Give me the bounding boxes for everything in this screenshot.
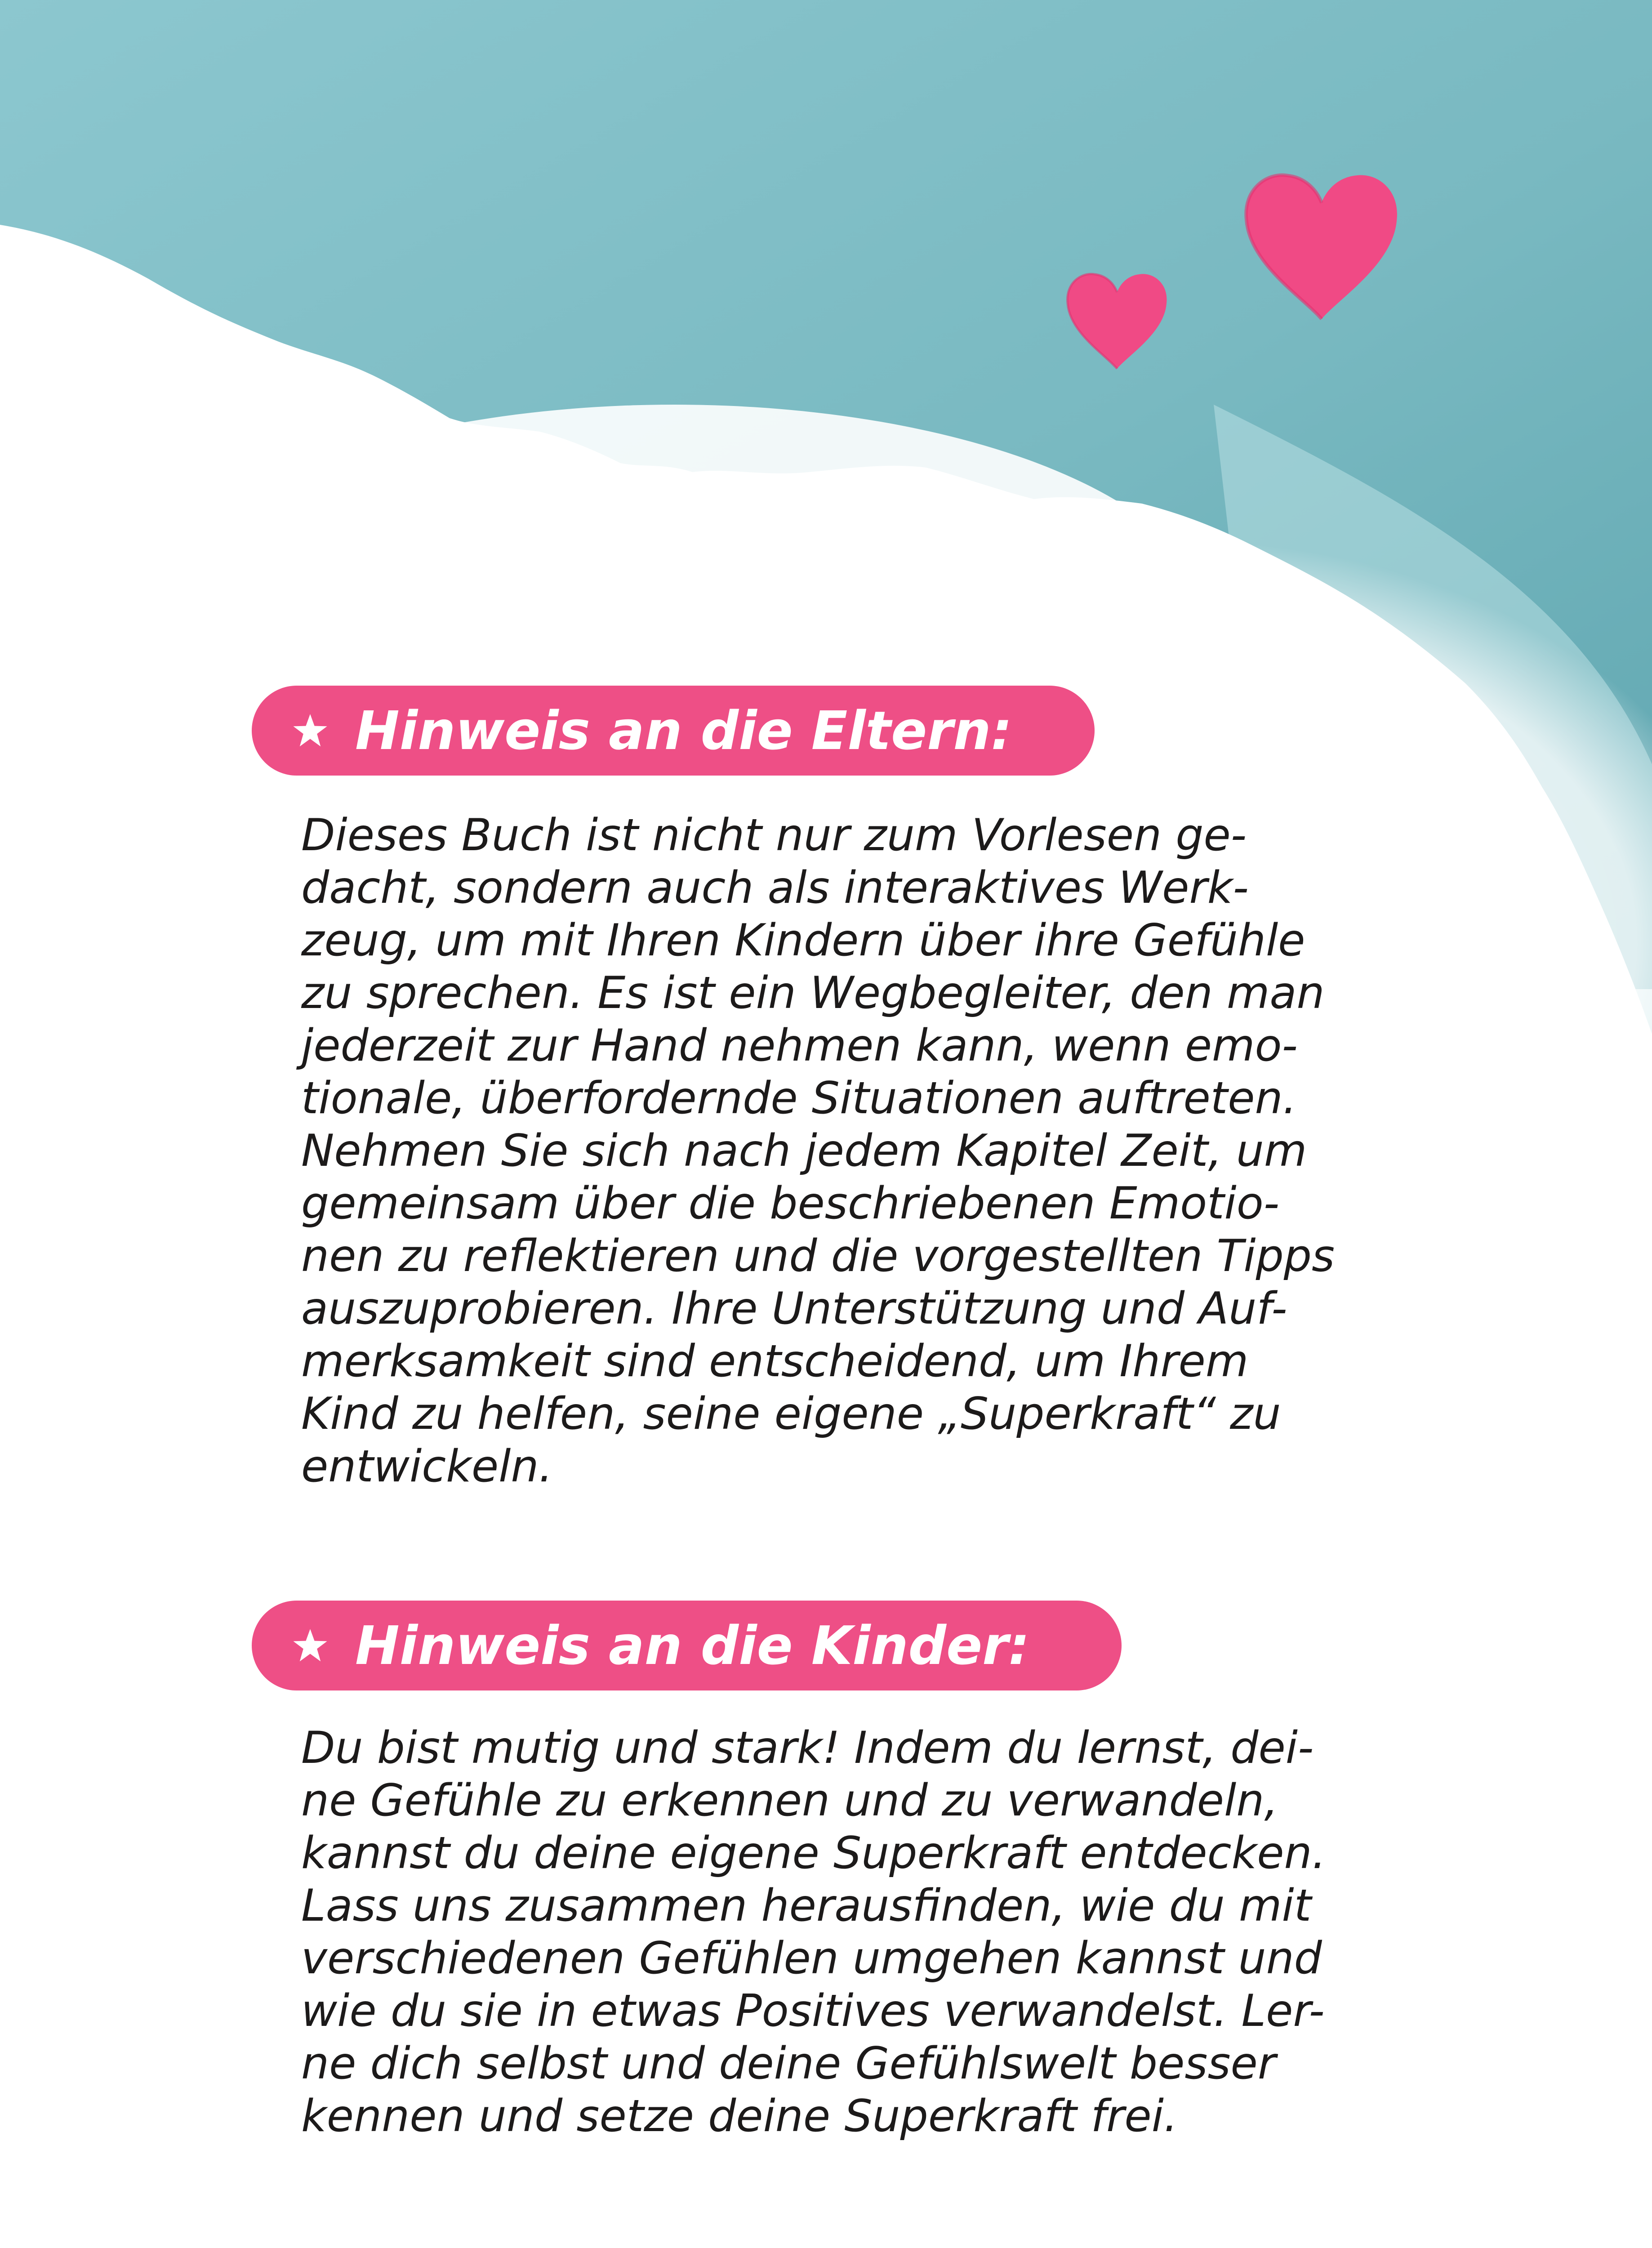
text-line: tionale, überfordernde Situationen auftreten. [301,1073,1297,1124]
text-line: nen zu reflektieren und die vorgestellten Tipps [301,1231,1335,1282]
text-line: merksamkeit sind entscheidend, um Ihrem [301,1336,1249,1387]
text-line: gemeinsam über die beschriebenen Emotio- [301,1178,1280,1229]
heading-text: Hinweis an die Kinder: [355,1615,1030,1677]
text-line: auszuprobieren. Ihre Unterstützung und Auf- [301,1283,1287,1334]
section-heading-kids [252,1601,1122,1690]
text-line: Nehmen Sie sich nach jedem Kapitel Zeit, um [301,1125,1307,1177]
text-line: zu sprechen. Es ist ein Wegbegleiter, den man [301,968,1325,1019]
text-line: Kind zu helfen, seine eigene „Superkraft“ zu [301,1388,1281,1440]
text-line: verschiedenen Gefühlen umgehen kannst und [301,1933,1322,1984]
heart-icon [1061,265,1173,378]
text-line: dacht, sondern auch als interaktives Werk- [301,862,1249,914]
text-line: zeug, um mit Ihren Kindern über ihre Gefühle [301,915,1305,966]
star-icon [292,713,328,749]
parents-note-text [301,809,1515,1493]
text-line: jederzeit zur Hand nehmen kann, wenn emo- [301,1020,1298,1071]
text-line: entwickeln. [301,1441,553,1492]
star-icon [292,1628,328,1664]
kids-note-text [301,1722,1515,2143]
heading-text: Hinweis an die Eltern: [355,700,1012,762]
text-line: wie du sie in etwas Positives verwandelst. Ler- [301,1985,1325,2037]
text-line: ne dich selbst und deine Gefühlswelt besser [301,2038,1276,2089]
text-line: Du bist mutig und stark! Indem du lernst, dei- [301,1722,1314,1774]
text-line: Lass uns zusammen herausfinden, wie du mit [301,1880,1312,1931]
heart-icon [1236,162,1407,333]
section-heading-parents [252,686,1095,776]
text-line: ne Gefühle zu erkennen und zu verwandeln, [301,1775,1278,1826]
text-line: kannst du deine eigene Superkraft entdecken. [301,1828,1326,1879]
text-line: kennen und setze deine Superkraft frei. [301,2091,1178,2142]
text-line: Dieses Buch ist nicht nur zum Vorlesen ge- [301,810,1247,861]
